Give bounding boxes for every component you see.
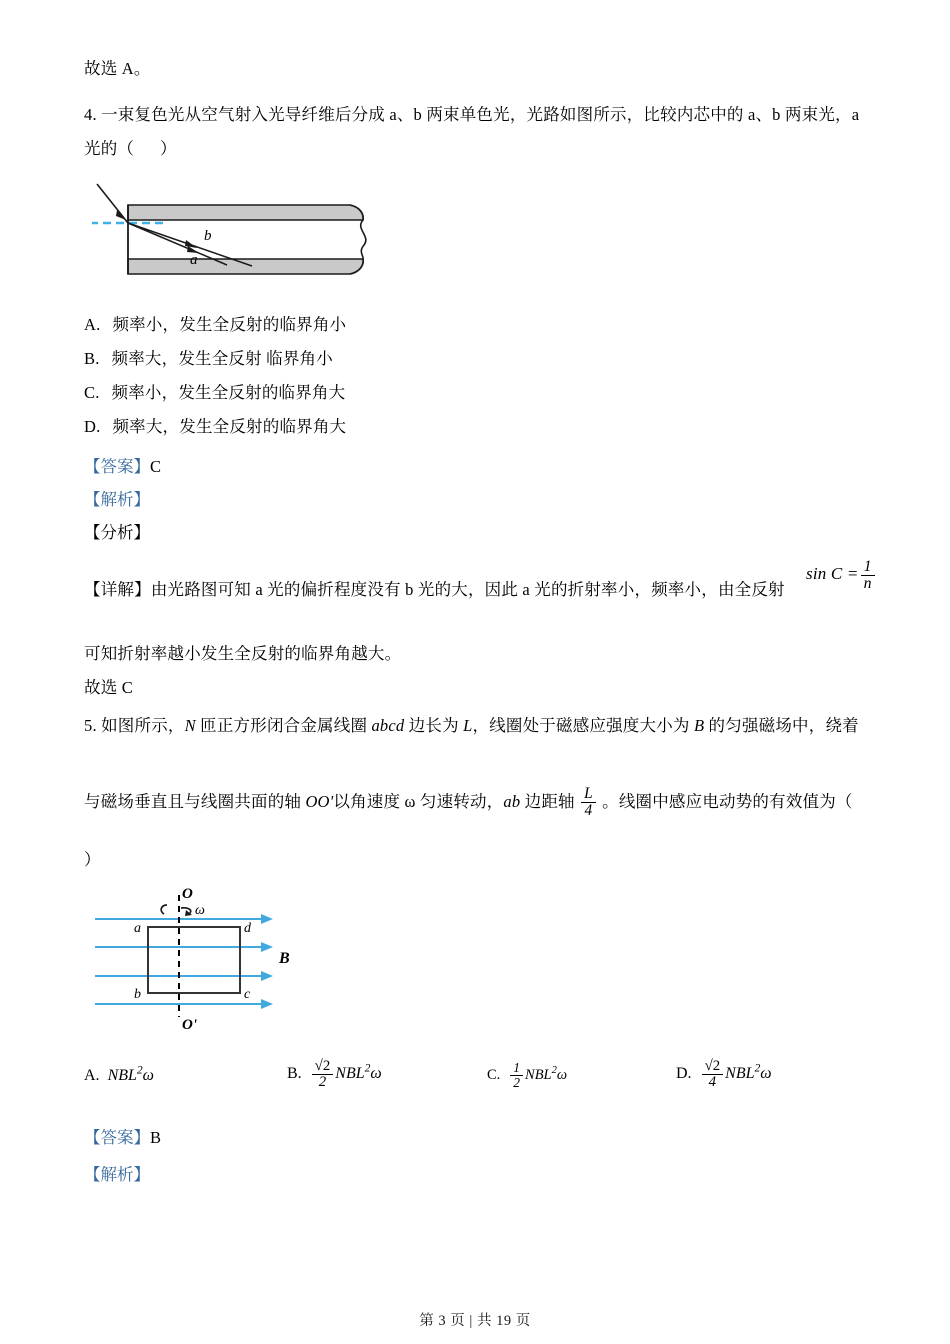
question5-analysis-tag: 【解析】 <box>84 1165 150 1184</box>
q5-option-A[interactable] <box>84 1065 154 1085</box>
field-arrow-4 <box>261 999 273 1009</box>
q5-fraction-L-over-4 <box>581 786 596 818</box>
q5-option-A-expr: NBL$^2$ω <box>107 1065 154 1085</box>
coil-in-field-figure <box>89 883 329 1033</box>
option-A-label: A. <box>84 315 101 334</box>
question4-fenxi-tag: 【分析】 <box>84 523 150 542</box>
q5-var-ab: ab <box>503 792 521 811</box>
q5-l2-b: 以角速度 ω 匀速转动， <box>333 792 504 811</box>
q5-option-B-num: √2 <box>314 1058 331 1074</box>
incident-ray-arrowhead <box>116 210 126 220</box>
label-O: O <box>182 886 193 902</box>
page-footer: 第 3 页 | 共 19 页 <box>419 1313 531 1329</box>
q5-stem-part2: 匝正方形闭合金属线圈 <box>195 716 372 735</box>
q5-option-D[interactable] <box>676 1059 772 1090</box>
option-A-text: 频率小，发生全反射的临界角小 <box>112 315 347 334</box>
sin-c-fraction <box>861 559 875 592</box>
question5-stem-line3: ） <box>84 850 101 869</box>
option-B-label: B. <box>84 349 100 368</box>
q5-option-B-den: 2 <box>312 1074 334 1090</box>
q5-option-C-den: 2 <box>510 1075 523 1090</box>
label-B: B <box>279 950 290 967</box>
q5-option-B-fraction <box>312 1059 334 1090</box>
question4-answer-row <box>84 450 890 483</box>
xiangjie-tag: 【详解】 <box>84 580 151 599</box>
optical-fiber-figure <box>92 174 392 294</box>
option-C-label: C. <box>84 383 100 402</box>
option-C[interactable] <box>84 376 890 410</box>
question4-analysis-tag: 【解析】 <box>84 490 150 509</box>
coil-field-svg <box>89 883 329 1033</box>
q5-answer-value: B <box>150 1128 162 1147</box>
q5-option-D-num: √2 <box>704 1058 721 1074</box>
question4-stem-line2: 光的（ ） <box>84 139 177 158</box>
fiber-label-b: b <box>204 228 212 244</box>
q5-var-OO: OO' <box>305 792 334 811</box>
label-omega: ω <box>195 903 205 918</box>
q5-option-D-fraction <box>702 1059 724 1090</box>
answer-tag: 【答案】 <box>84 457 150 476</box>
q5-option-B[interactable] <box>287 1059 382 1090</box>
option-A[interactable] <box>84 308 890 342</box>
label-O-prime: O' <box>182 1017 197 1033</box>
sin-c-denominator: n <box>861 575 875 592</box>
q5-option-D-den: 4 <box>702 1074 724 1090</box>
q5-answer-tag: 【答案】 <box>84 1128 150 1147</box>
question4-final-line: 故选 C <box>84 678 133 697</box>
q5-option-D-label: D. <box>676 1065 692 1082</box>
fiber-upper-cladding <box>128 205 363 220</box>
question4-stem-line1: 4. 一束复色光从空气射入光导纤维后分成 a、b 两束单色光，光路如图所示，比较内芯中的 a、b 两束光，a <box>84 105 860 124</box>
q5-var-abcd: abcd <box>371 716 405 735</box>
question4-block <box>84 98 890 166</box>
label-b: b <box>134 987 141 1002</box>
option-C-text: 频率小，发生全反射的临界角大 <box>111 383 346 402</box>
q5-stem-part3: 边长为 <box>404 716 464 735</box>
question4-xiangjie <box>84 557 890 607</box>
q5-stem-part4: ，线圈处于磁感应强度大小为 <box>472 716 694 735</box>
option-D-label: D. <box>84 417 101 436</box>
q5-l2-d: 。线圈中感应电动势的有效值为（ <box>597 792 853 811</box>
sin-c-formula <box>806 557 877 592</box>
field-arrow-3 <box>261 971 273 981</box>
label-c: c <box>244 987 251 1002</box>
q5-frac-num: L <box>584 785 593 803</box>
ray-b-arrowhead <box>185 240 197 248</box>
sin-c-numerator: 1 <box>863 557 872 575</box>
q5-option-D-expr: NBL$^2$ω <box>725 1062 772 1082</box>
q5-var-B: B <box>693 716 705 735</box>
label-d: d <box>244 921 251 936</box>
label-a: a <box>134 921 141 936</box>
q5-l2-a: 与磁场垂直且与线圈共面的轴 <box>84 792 306 811</box>
q5-stem-part1: 5. 如图所示， <box>84 716 185 735</box>
option-B[interactable] <box>84 342 890 376</box>
q5-option-B-expr: NBL$^2$ω <box>335 1062 382 1082</box>
sin-c-lhs: sin C = <box>806 564 859 583</box>
q5-option-C-fraction <box>510 1061 523 1090</box>
question5-stem-line1 <box>84 709 890 743</box>
rotation-arc-left <box>161 905 167 914</box>
option-D-text: 频率大，发生全反射的临界角大 <box>112 417 347 436</box>
field-arrow-2 <box>261 942 273 952</box>
q5-option-B-label: B. <box>287 1065 302 1082</box>
field-arrow-1 <box>261 914 273 924</box>
option-D[interactable] <box>84 410 890 444</box>
q5-frac-den: 4 <box>581 802 596 819</box>
xiangjie-text: 由光路图可知 a 光的偏折程度没有 b 光的大，因此 a 光的折射率小，频率小，由全反射 <box>150 580 785 599</box>
question5-stem-line2 <box>84 785 890 819</box>
question4-options <box>84 308 890 444</box>
option-B-text: 频率大，发生全反射 临界角小 <box>111 349 333 368</box>
q5-option-C-expr: NBL$^2$ω <box>525 1065 568 1084</box>
fiber-lower-cladding <box>128 259 363 274</box>
answer-value: C <box>150 457 162 476</box>
question5-answer-row <box>84 1121 890 1154</box>
q5-option-A-label: A. <box>84 1067 100 1085</box>
fiber-break-wave <box>361 220 366 259</box>
q5-l2-c: 边距轴 <box>520 792 580 811</box>
q5-option-C-num: 1 <box>513 1060 521 1075</box>
previous-answer-line: 故选 A。 <box>84 59 151 78</box>
coil-rectangle <box>148 927 240 993</box>
fiber-label-a: a <box>190 252 198 268</box>
q5-var-L: L <box>463 716 473 735</box>
q5-option-C[interactable] <box>487 1061 567 1090</box>
q5-stem-part5: 的匀强磁场中，绕着 <box>704 716 859 735</box>
question5-options <box>84 1047 890 1107</box>
q5-var-N: N <box>184 716 196 735</box>
q5-option-C-label: C. <box>487 1067 501 1084</box>
question4-xiangjie-line2: 可知折射率越小发生全反射的临界角越大。 <box>84 644 402 663</box>
optical-fiber-svg <box>92 174 392 294</box>
